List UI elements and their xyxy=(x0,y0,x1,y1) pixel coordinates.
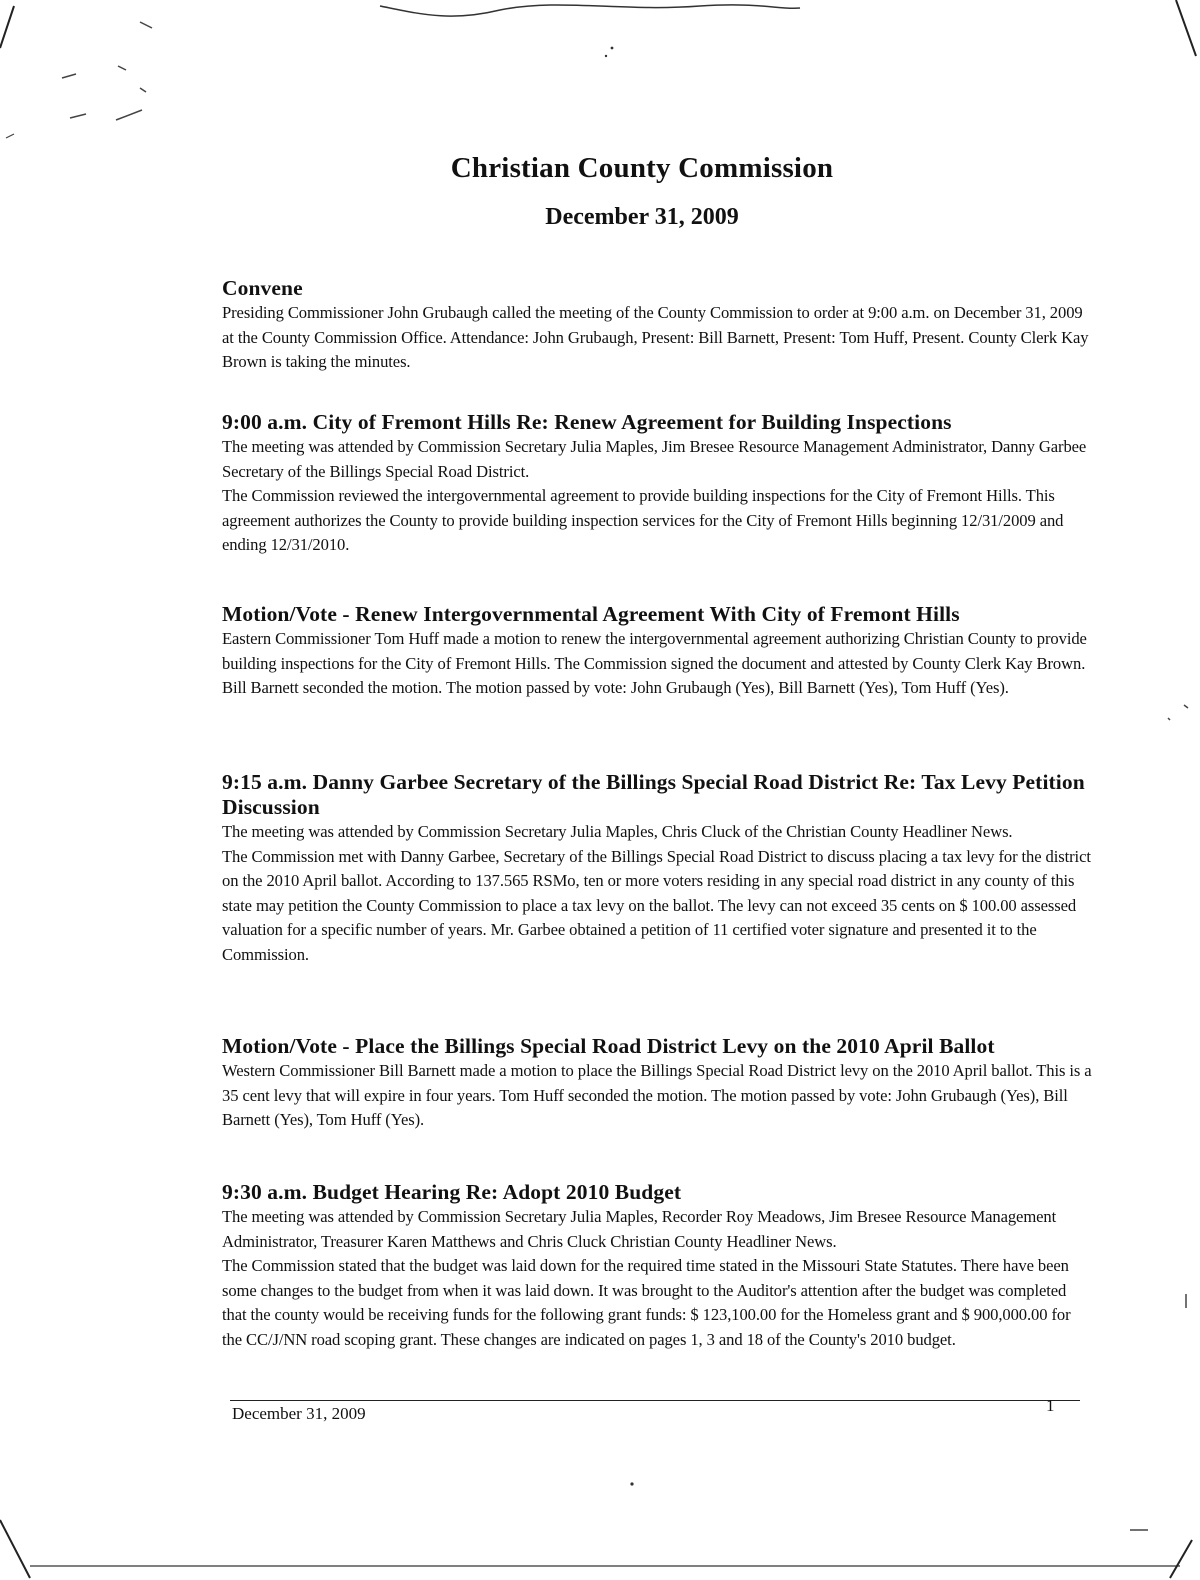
section-heading: 9:00 a.m. City of Fremont Hills Re: Renew Agreement for Building Inspections xyxy=(222,410,952,434)
footer-divider xyxy=(230,1400,1080,1401)
section-paragraph: The meeting was attended by Commission Secretary Julia Maples, Jim Bresee Resource Management Administrator, Danny Garbee Secretary of the Billings Special Road District. xyxy=(222,437,1087,481)
section-budget-hearing xyxy=(222,1180,1092,1352)
section-paragraph: The Commission met with Danny Garbee, Secretary of the Billings Special Road District to discuss placing a tax levy for the district on the 2010 April ballot. According to 137.565 RSMo, ten or more voters residing in any special road district in any county of this state may petition the County Commission to place a tax levy on the ballot. The levy can not exceed 35 cents on $ 100.00 assessed valuation for a specific number of years. Mr. Garbee obtained a petition of 11 certified voter signature and presented it to the Commission. xyxy=(222,846,1091,964)
page-number: 1 xyxy=(1046,1396,1055,1415)
section-paragraph: Western Commissioner Bill Barnett made a motion to place the Billings Special Road District levy on the 2010 April ballot. This is a 35 cent levy that will expire in four years. Tom Huff seconded the motion. The motion passed by vote: John Grubaugh (Yes), Bill Barnett (Yes), Tom Huff (Yes). xyxy=(222,1061,1092,1129)
section-paragraph: The Commission stated that the budget was laid down for the required time stated in the Missouri State Statutes. There have been some changes to the budget from when it was laid down. It was brought to the Auditor's attention after the budget was completed that the county would be receiving funds for the following grant funds: $ 123,100.00 for the Homeless grant and $ 900,000.00 for the CC/J/NN road scoping grant. These changes are indicated on pages 1, 3 and 18 of the County's 2010 budget. xyxy=(222,1256,1071,1349)
section-fremont-hills-inspections xyxy=(222,410,1092,558)
section-heading: Convene xyxy=(222,276,303,300)
section-heading: 9:30 a.m. Budget Hearing Re: Adopt 2010 Budget xyxy=(222,1180,682,1204)
section-paragraph: The meeting was attended by Commission Secretary Julia Maples, Chris Cluck of the Christian County Headliner News. xyxy=(222,822,1013,841)
section-paragraph: The meeting was attended by Commission Secretary Julia Maples, Recorder Roy Meadows, Jim Bresee Resource Management Administrator, Treasurer Karen Matthews and Chris Cluck Christian County Headliner News. xyxy=(222,1207,1057,1251)
section-heading: Motion/Vote - Renew Intergovernmental Agreement With City of Fremont Hills xyxy=(222,602,960,626)
document-title: Christian County Commission xyxy=(450,152,834,184)
section-paragraph: Eastern Commissioner Tom Huff made a motion to renew the intergovernmental agreement authorizing Christian County to provide building inspections for the City of Fremont Hills. The Commission signed the document and attested by County Clerk Kay Brown. Bill Barnett seconded the motion. The motion passed by vote: John Grubaugh (Yes), Bill Barnett (Yes), Tom Huff (Yes). xyxy=(222,629,1087,697)
section-paragraph: The Commission reviewed the intergovernmental agreement to provide building inspections for the City of Fremont Hills. This agreement authorizes the County to provide building inspection services for the City of Fremont Hills beginning 12/31/2009 and ending 12/31/2010. xyxy=(222,486,1064,554)
section-motion-renew-agreement xyxy=(222,602,1092,701)
section-heading: 9:15 a.m. Danny Garbee Secretary of the Billings Special Road District Re: Tax Levy Petition Discussion xyxy=(222,770,1085,819)
section-heading: Motion/Vote - Place the Billings Special Road District Levy on the 2010 April Ballot xyxy=(222,1034,995,1058)
section-billings-tax-levy xyxy=(222,770,1092,967)
document-date: December 31, 2009 xyxy=(545,204,739,230)
section-convene xyxy=(222,276,1092,375)
section-motion-billings-levy xyxy=(222,1034,1092,1133)
footer-date: December 31, 2009 xyxy=(232,1404,366,1423)
section-paragraph: Presiding Commissioner John Grubaugh called the meeting of the County Commission to order at 9:00 a.m. on December 31, 2009 at the County Commission Office. Attendance: John Grubaugh, Present: Bill Barnett, Present: Tom Huff, Present. County Clerk Kay Brown is taking the minutes. xyxy=(222,303,1089,371)
